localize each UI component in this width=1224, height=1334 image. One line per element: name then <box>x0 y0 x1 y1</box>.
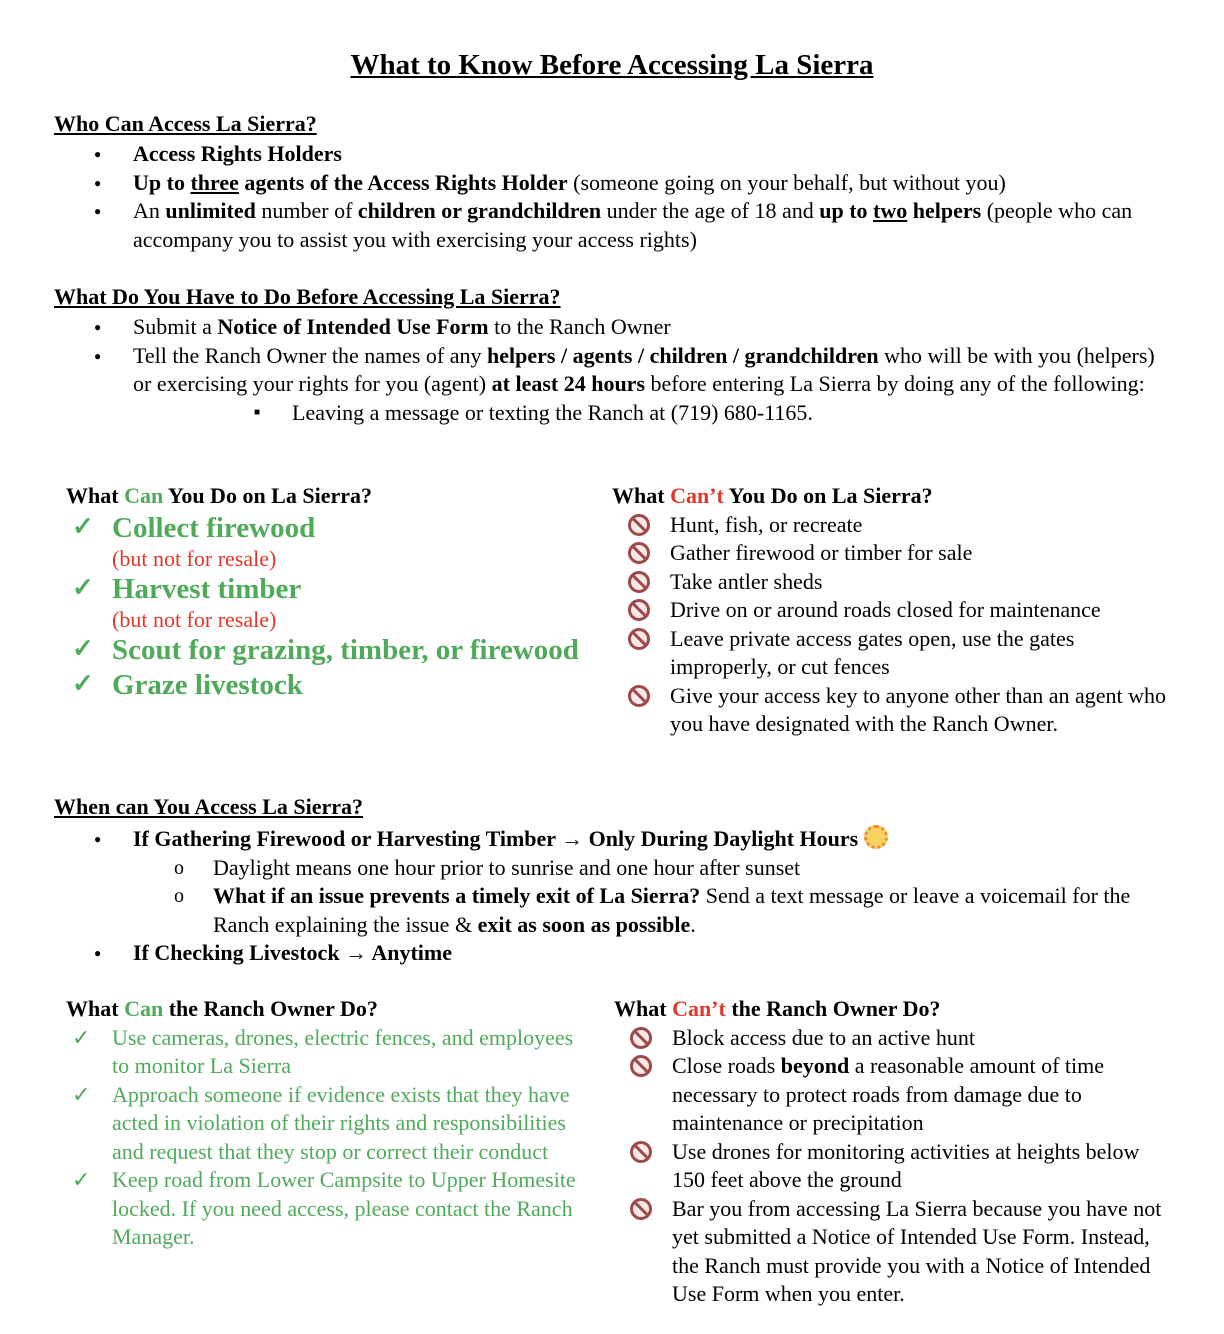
text-run: An <box>133 198 166 223</box>
cant-do-text: Gather firewood or timber for sale <box>670 540 973 565</box>
owner-can-list <box>66 1024 576 1252</box>
owner-cant-text <box>672 1053 1104 1135</box>
section-heading-who: Who Can Access La Sierra? <box>54 111 317 136</box>
cant-do-item <box>612 539 1172 568</box>
text-run: a reasonable amount of time necessary to protect roads from damage due to maintenance or precipitation <box>672 1053 1104 1135</box>
owner-cant-text <box>672 1139 1139 1193</box>
owner-cant-heading <box>614 995 1174 1024</box>
text-run: Up to <box>133 169 191 195</box>
text-run: who will be with you (helpers) or exercising your rights for you (agent) <box>133 342 1155 396</box>
text-run: beyond <box>780 1053 850 1078</box>
prohibited-icon <box>630 1141 652 1163</box>
text-run: before entering La Sierra by doing any of the following: <box>645 371 1145 396</box>
check-icon: ✓ <box>72 633 94 663</box>
owner-can-item <box>66 1166 576 1252</box>
text-run: children or grandchildren <box>357 198 602 223</box>
text-run: (people who can accompany you to assist you with exercising your access rights) <box>133 198 1133 252</box>
can-do-label: Scout for grazing, timber, or firewood <box>112 633 579 666</box>
text-run: agents of the Access Rights Holder <box>238 169 568 195</box>
owner-cant-column <box>614 995 1174 1309</box>
text-run: What <box>612 483 671 508</box>
text-run: Can <box>124 996 164 1021</box>
text-run: helpers / agents / children / grandchildren <box>487 342 879 368</box>
can-do-item <box>66 668 586 703</box>
cant-do-item <box>612 568 1172 597</box>
when-item-firewood <box>54 825 1174 854</box>
list-item <box>54 169 1164 198</box>
prohibited-icon <box>630 1198 652 1220</box>
list-item <box>54 140 1164 169</box>
page-title: What to Know Before Accessing La Sierra <box>350 49 874 81</box>
prohibited-icon <box>628 599 650 621</box>
cant-do-text: Hunt, fish, or recreate <box>670 511 863 537</box>
list-item <box>54 342 1164 399</box>
owner-cant-list <box>614 1024 1174 1309</box>
text-run: Send a text message or leave a voicemail for the Ranch explaining the issue & <box>213 883 1131 937</box>
text-run: Tell the Ranch Owner the names of any <box>133 342 488 368</box>
text-run: exit as soon as possible <box>477 911 691 937</box>
check-icon: ✓ <box>72 1024 91 1050</box>
owner-can-column <box>66 995 576 1252</box>
check-icon: ✓ <box>72 1081 91 1107</box>
text-run: Access Rights Holders <box>133 141 342 166</box>
can-do-note: (but not for resale) <box>112 606 277 632</box>
list-item <box>54 882 1174 939</box>
text-run: under the age of 18 and <box>601 198 820 223</box>
text-run: up to <box>819 198 874 223</box>
list-item <box>54 854 1174 883</box>
text-run: Can <box>124 483 164 508</box>
cant-do-text: Take antler sheds <box>670 568 823 594</box>
check-icon: ✓ <box>72 668 94 698</box>
who-list <box>54 140 1164 254</box>
text-run: unlimited <box>165 198 256 223</box>
text-run: Submit a <box>133 314 218 339</box>
text-run: at least 24 hours <box>491 371 646 396</box>
text-run: the Ranch Owner Do? <box>725 996 941 1021</box>
owner-can-text: Keep road from Lower Campsite to Upper Homesite locked. If you need access, please contact the Ranch Manager. <box>112 1167 576 1249</box>
list-item <box>54 197 1164 254</box>
owner-can-item <box>66 1024 576 1081</box>
text-run: Can’t <box>670 483 724 508</box>
text-run: three <box>190 169 239 195</box>
owner-can-heading <box>66 995 576 1024</box>
cant-do-heading <box>612 482 1172 511</box>
sun-icon <box>864 825 888 849</box>
prohibited-icon <box>628 685 650 707</box>
can-do-label: Harvest timber <box>112 572 302 605</box>
cant-do-item <box>612 625 1172 682</box>
text-run: You Do on La Sierra? <box>163 483 372 508</box>
prohibited-icon <box>630 1055 652 1077</box>
text-run: Can’t <box>672 996 726 1021</box>
text-run: to the Ranch Owner <box>488 314 671 339</box>
can-do-label: Collect firewood <box>112 511 316 544</box>
text-run: helpers <box>907 198 982 223</box>
prohibited-icon <box>628 628 650 650</box>
contact-item: ■ Leaving a message or texting the Ranch at (719) 680-1165. <box>54 399 1164 428</box>
section-heading-when: When can You Access La Sierra? <box>54 794 364 819</box>
owner-cant-text <box>672 1196 1161 1307</box>
text-run: . <box>690 911 696 937</box>
can-do-item <box>66 633 586 668</box>
cant-do-column <box>612 482 1172 739</box>
owner-can-text: Use cameras, drones, electric fences, and employees to monitor La Sierra <box>112 1024 574 1078</box>
owner-can-item <box>66 1081 576 1167</box>
text-run: (someone going on your behalf, but without you) <box>567 169 1006 195</box>
text-run: Bar you from accessing La Sierra because you have not yet submitted a Notice of Intended Use Form. Instead, the Ranch must provide you with a Notice of Intended Use Form when you enter. <box>672 1195 1162 1306</box>
prohibited-icon <box>628 514 650 536</box>
check-icon: ✓ <box>72 1167 91 1192</box>
text-run: If Checking Livestock → Anytime <box>133 940 452 965</box>
list-item <box>54 313 1164 342</box>
check-icon: ✓ <box>72 511 94 541</box>
text-run: What <box>66 996 125 1021</box>
owner-can-text: Approach someone if evidence exists that they have acted in violation of their rights and responsibilities and request that they stop or correct their conduct <box>112 1081 570 1164</box>
cant-do-text: Drive on or around roads closed for maintenance <box>670 597 1101 622</box>
text-run: If Gathering Firewood or Harvesting Timber → Only During Daylight Hours <box>133 826 859 851</box>
section-heading-before: What Do You Have to Do Before Accessing La Sierra? <box>54 284 561 309</box>
can-do-item <box>66 511 586 572</box>
text-run: the Ranch Owner Do? <box>163 996 378 1021</box>
when-item-firewood-text <box>133 826 858 851</box>
cant-do-list <box>612 511 1172 739</box>
owner-cant-item <box>614 1138 1174 1195</box>
check-icon: ✓ <box>72 572 94 602</box>
before-items <box>54 313 1164 399</box>
text-run: What <box>66 483 125 508</box>
cant-do-text: Leave private access gates open, use the gates improperly, or cut fences <box>670 625 1075 679</box>
can-do-item <box>66 572 586 633</box>
owner-cant-item <box>614 1052 1174 1138</box>
can-do-column <box>66 482 586 703</box>
can-do-note: (but not for resale) <box>112 545 277 571</box>
owner-cant-text <box>672 1025 975 1050</box>
text-run: Daylight means one hour prior to sunrise and one hour after sunset <box>213 854 801 880</box>
prohibited-icon <box>628 571 650 593</box>
cant-do-text: Give your access key to anyone other than an agent who you have designated with the Ranch Owner. <box>670 682 1167 736</box>
text-run: What if an issue prevents a timely exit of La Sierra? <box>213 883 701 908</box>
text-run: Block access due to an active hunt <box>672 1024 976 1050</box>
cant-do-item <box>612 511 1172 540</box>
text-run: Notice of Intended Use Form <box>217 314 489 339</box>
owner-cant-item <box>614 1195 1174 1309</box>
text-run: two <box>873 198 908 223</box>
text-run: What <box>614 996 673 1021</box>
text-run: Use drones for monitoring activities at heights below 150 feet above the ground <box>672 1138 1140 1192</box>
before-list <box>54 313 1164 427</box>
text-run: number of <box>255 198 358 223</box>
text-run: Close roads <box>672 1053 781 1078</box>
when-subitems <box>54 854 1174 940</box>
when-item-livestock <box>54 939 1174 968</box>
can-do-heading <box>66 482 586 511</box>
can-do-label: Graze livestock <box>112 668 303 701</box>
when-list <box>54 825 1174 968</box>
cant-do-item <box>612 596 1172 625</box>
can-do-list <box>66 511 586 703</box>
text-run: You Do on La Sierra? <box>723 483 933 508</box>
prohibited-icon <box>630 1027 652 1049</box>
cant-do-item <box>612 682 1172 739</box>
owner-cant-item <box>614 1024 1174 1053</box>
prohibited-icon <box>628 542 650 564</box>
